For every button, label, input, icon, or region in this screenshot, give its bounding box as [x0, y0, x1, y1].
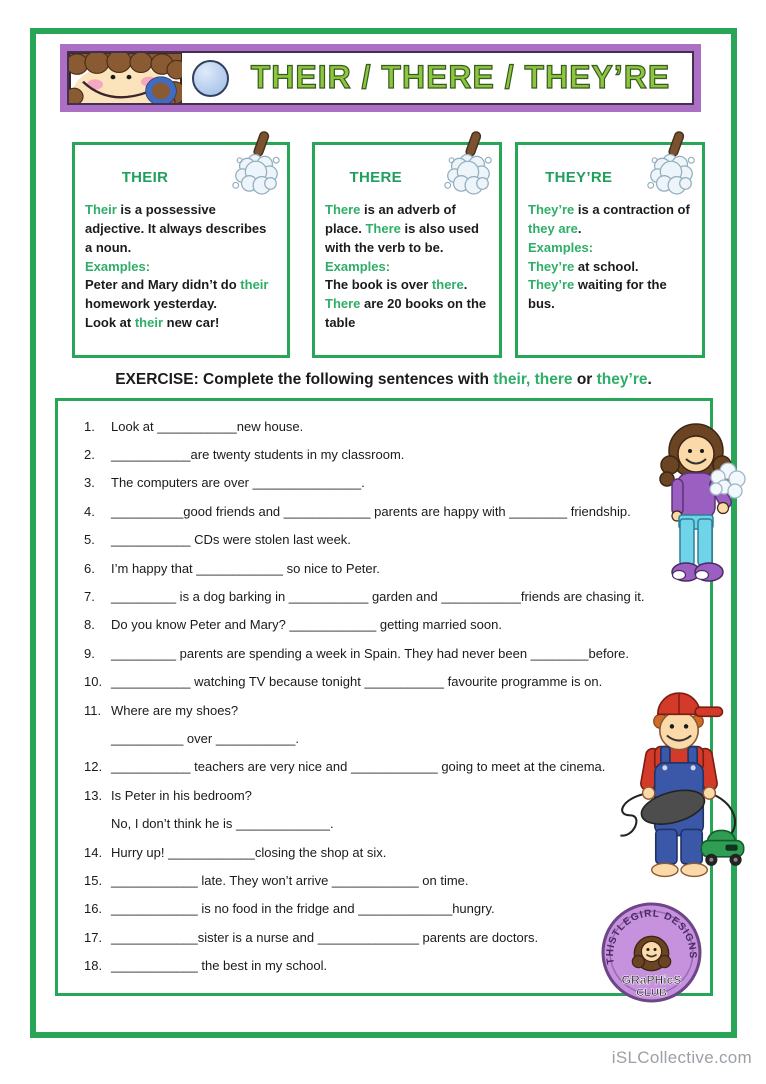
title-banner [60, 44, 701, 112]
exercise-sentence [58, 582, 710, 610]
exercise-text: ___________are twenty students in my classroom. [111, 447, 405, 463]
exercise-number: 15. [84, 872, 103, 888]
exercise-instructions: EXERCISE: Complete the following sentences with their, there or they’re. [115, 371, 652, 388]
exercise-number: 16. [84, 901, 103, 917]
theyre-definition-box [515, 142, 705, 358]
exercise-sentence [58, 611, 710, 639]
exercise-number: 3. [84, 475, 95, 491]
exercise-number: 8. [84, 617, 95, 633]
exercise-number: 1. [84, 418, 95, 434]
exercise-sentence [58, 412, 710, 440]
exercise-number: 9. [84, 645, 95, 661]
exercise-text: ____________ late. They won’t arrive ____________ on time. [111, 872, 469, 888]
theyre-example-1: They’re at school. [528, 258, 639, 274]
there-example-2: There are 20 books on the table [325, 296, 487, 331]
exercise-text: Look at ___________new house. [111, 418, 304, 434]
exercise-number: 18. [84, 958, 103, 974]
theyre-rule-text: They’re is a contraction of they are. [528, 202, 690, 236]
badge-club-text: CLUB [636, 986, 667, 999]
exercise-text: Where are my shoes? [111, 702, 239, 718]
badge-arc-text: THISTLEGIRL DESIGNS [604, 908, 698, 965]
feather-duster-icon [228, 131, 284, 203]
exercise-number: 14. [84, 844, 103, 860]
feather-duster-icon [440, 131, 496, 203]
theyre-box-title: THEY’RE [545, 169, 613, 186]
page-title: THEIR / THERE / THEY’RE [250, 59, 671, 95]
exercise-number: 11. [84, 702, 102, 718]
exercise-sentence [58, 639, 710, 667]
there-example-1: The book is over there. [325, 277, 468, 293]
exercise-text: The computers are over _______________. [111, 475, 365, 491]
theyre-example-2: They’re waiting for the bus. [528, 277, 667, 312]
there-box-body [315, 186, 499, 333]
there-rule-text: There is an adverb of place. There is also used with the verb to be. [325, 202, 479, 255]
theyre-examples-label: Examples: [528, 239, 594, 255]
exercise-number: 17. [84, 929, 103, 945]
exercise-text: No, I don’t think he is _____________. [111, 816, 334, 832]
exercise-text: _________ is a dog barking in ___________ garden and ___________friends are chasing it. [111, 589, 645, 605]
their-example-1: Peter and Mary didn’t do their homework yesterday. [85, 277, 269, 312]
exercise-text: ____________ is no food in the fridge and _____________hungry. [111, 901, 495, 917]
exercise-text: __________good friends and ____________ parents are happy with ________ friendship. [111, 503, 631, 519]
exercise-number: 13. [84, 787, 103, 803]
exercise-text: ___________ CDs were stolen last week. [111, 532, 351, 548]
their-box-title: THEIR [121, 169, 169, 186]
thistlegirl-designs-badge [600, 901, 703, 1004]
exercise-sentence [58, 440, 710, 468]
exercise-text: I’m happy that ____________ so nice to Peter. [111, 560, 380, 576]
exercise-text: ___________ teachers are very nice and ____________ going to meet at the cinema. [111, 759, 606, 775]
exercise-number: 5. [84, 532, 95, 548]
exercise-number: 4. [84, 503, 95, 519]
exercise-sentence [58, 469, 710, 497]
their-example-2: Look at their new car! [85, 315, 220, 331]
their-box-body [75, 186, 287, 333]
exercise-text: Do you know Peter and Mary? ____________ getting married soon. [111, 617, 502, 633]
their-rule-text: Their is a possessive adjective. It always describes a noun. [85, 202, 267, 255]
their-definition-box [72, 142, 290, 358]
theyre-box-body [518, 186, 702, 314]
there-box-title: THERE [349, 169, 402, 186]
exercise-text: Is Peter in his bedroom? [111, 787, 252, 803]
exercise-sentence [58, 554, 710, 582]
exercise-text: ___________ watching TV because tonight ___________ favourite programme is on. [111, 674, 603, 690]
badge-graphics-text: GRaPHicS [621, 972, 682, 987]
their-examples-label: Examples: [85, 258, 151, 274]
exercise-text: Hurry up! ____________closing the shop at six. [111, 844, 387, 860]
bubble-girl-image [69, 53, 182, 103]
boy-with-vacuum-image [608, 688, 750, 880]
exercise-text: _________ parents are spending a week in Spain. They had never been ________before. [111, 645, 629, 661]
bubble-image [192, 60, 229, 97]
exercise-text: ____________sister is a nurse and ______________ parents are doctors. [111, 929, 539, 945]
exercise-number: 12. [84, 759, 103, 775]
exercise-number: 10. [84, 674, 103, 690]
girl-with-flowers-image [646, 420, 746, 592]
feather-duster-icon [643, 131, 699, 203]
there-definition-box [312, 142, 502, 358]
islcollective-watermark: iSLCollective.com [611, 1048, 752, 1067]
exercise-text: __________ over ___________. [111, 730, 299, 746]
there-examples-label: Examples: [325, 258, 391, 274]
exercise-number: 7. [84, 589, 95, 605]
exercise-number: 6. [84, 560, 95, 576]
exercise-number: 2. [84, 447, 95, 463]
exercise-sentence [58, 497, 710, 525]
exercise-sentence [58, 526, 710, 554]
exercise-text: ____________ the best in my school. [111, 958, 328, 974]
